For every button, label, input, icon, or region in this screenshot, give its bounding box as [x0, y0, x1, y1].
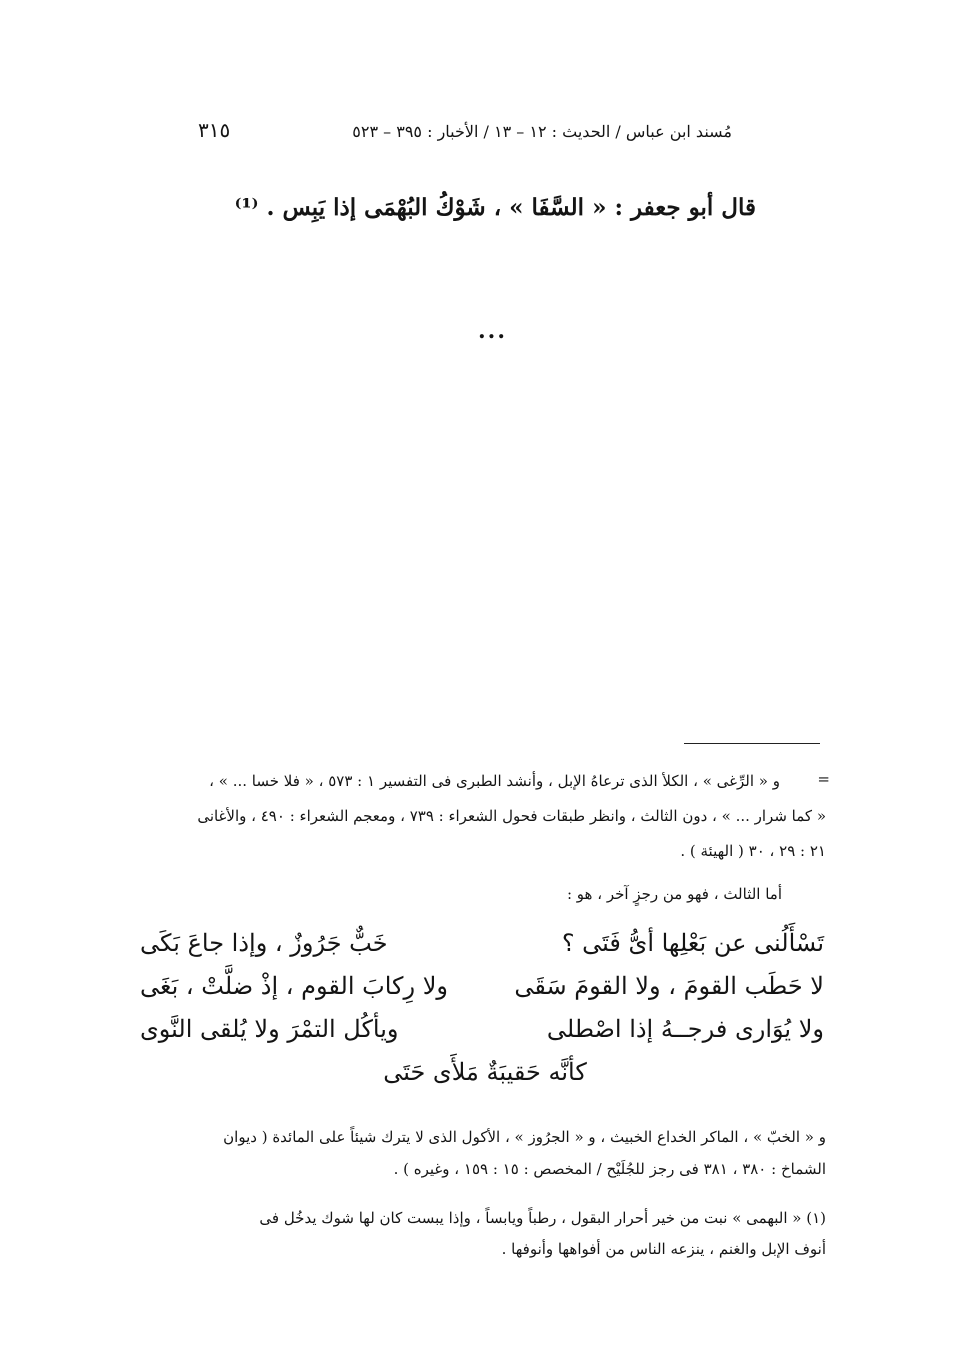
- poem-verse-left: ولا رِكابَ القوم ، إذْ ضلَّتْ ، بَغَى: [140, 972, 448, 1000]
- poem-last-verse: كأنَّه حَقيبَةٌ مَلأَى حَتَى: [383, 1058, 587, 1086]
- section-separator: ...: [478, 318, 507, 344]
- footnote-rule: [684, 743, 820, 744]
- page-number: ٣١٥: [198, 118, 231, 142]
- continuation-mark: =: [817, 770, 830, 788]
- main-text: قال أبو جعفر : « السَّفَا » ، شَوْكُ البُهْمَى إذا يَبِس . ⁽¹⁾: [234, 194, 756, 221]
- footnote-line: و « الرِّغى » ، الكلأ الذى ترعاهُ الإبل ، وأنشد الطبرى فى التفسير ١ : ٥٧٣ ، « فلا خسا ... » ،: [209, 772, 780, 790]
- poem-verse-right: ولا يُوَارى فرجــهُ إذا اصْطلى: [546, 1015, 824, 1043]
- poem-verse-left: خَبٌّ جَرُوزٌ ، وإذا جاعَ بَكَى: [140, 929, 388, 957]
- footnote-line: « كما شرار ... » ، دون الثالث ، وانظر طبقات فحول الشعراء : ٧٣٩ ، ومعجم الشعراء : ٤٩٠ ، والأغانى: [197, 807, 826, 825]
- poem-verse-left: ويأكُل التمْرَ ولا يُلقى النَّوى: [140, 1015, 399, 1043]
- footnote-line: أنوف الإبل والغنم ، ينزعه الناس من أفواهها وأنوفها .: [501, 1240, 826, 1258]
- running-header: مُسند ابن عباس / الحديث : ١٢ – ١٣ / الأخبار : ٣٩٥ – ٥٢٣: [352, 122, 732, 141]
- poem-verse-right: لا حَطَب القومَ ، ولا القومَ سَقَى: [514, 972, 824, 1000]
- footnote-line: الشماخ : ٣٨٠ ، ٣٨١ فى رجز للجُلَيْح / المخصص : ١٥ : ١٥٩ ، وغيره ) .: [393, 1160, 826, 1178]
- footnote-line: (١) « البهمى » نبت من خير أحرار البقول ، رطباً ويابساً ، وإذا يبست كان لها شوك يدخُل فى: [259, 1209, 826, 1227]
- footnote-line: ٢١ : ٢٩ ، ٣٠ ( الهيئة ) .: [680, 842, 826, 860]
- footnote-line: و « الخبّ » ، الماكر الخداع الخبيث ، و « الجرُوز » ، الأكول الذى لا يترك شيئاً على المائدة ( ديوان: [223, 1128, 826, 1146]
- footnote-line: أما الثالث ، فهو من رجزٍ آخر ، هو :: [566, 885, 782, 903]
- poem-verse-right: تَسْأَلُنى عن بَعْلِها أىُّ فَتَى ؟: [561, 929, 824, 957]
